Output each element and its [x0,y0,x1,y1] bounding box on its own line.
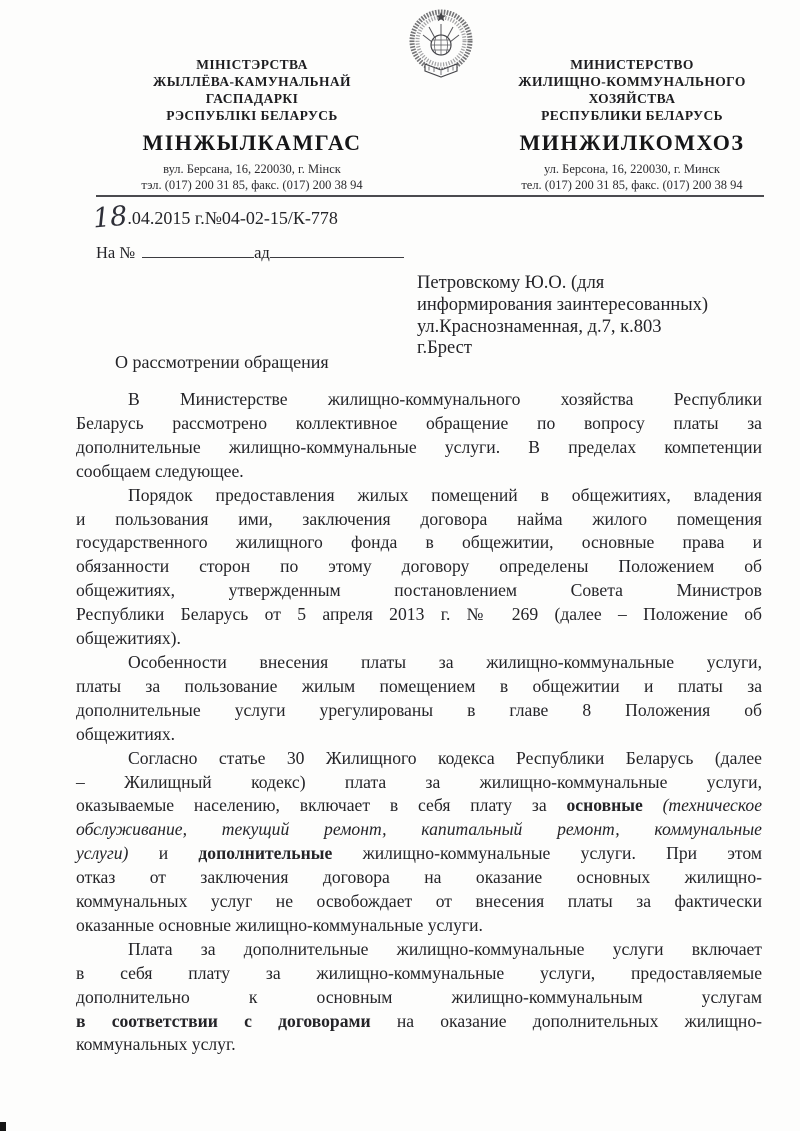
ministry-name-by-line: ГАСПАДАРКІ [205,91,299,106]
body-line: в себя плату за жилищно-коммунальные услуги, предоставляемые [76,962,762,983]
letterhead-belarusian [96,56,408,193]
body-paragraph [76,938,762,1058]
phone-line-ru: тел. (017) 200 31 85, факс. (017) 200 38 94 [521,177,743,192]
letterhead-divider [96,195,764,197]
body-line: Особенности внесения платы за жилищно-коммунальные услуги, [128,651,762,672]
body-line: дополнительные услуги урегулированы в главе 8 Положения об [76,699,762,720]
ministry-name-ru-line: МИНИСТЕРСТВО [570,57,694,72]
body-line: общежитиях). [76,628,181,649]
ministry-name-by-line: ЖЫЛЛЁВА-КАМУНАЛЬНАЙ [153,74,351,89]
ministry-short-name-by: МІНЖЫЛКАМГАС [142,130,362,155]
reply-reference [96,243,404,263]
body-line: дополнительные жилищно-коммунальные услуги. В пределах компетенции [76,436,762,457]
letter-body [76,388,762,1057]
handwritten-day: 18 [91,200,129,235]
body-line: Республики Беларусь от 5 апреля 2013 г. № 269 (далее – Положение об [76,604,762,625]
body-line: обязанности сторон по этому договору определены Положением об [76,556,762,577]
outgoing-reference [91,200,338,235]
body-line: государственного жилищного фонда в общежитии, основные права и [76,532,762,553]
reply-date-blank [270,243,404,258]
body-paragraph [76,388,762,484]
ministry-name-by-line: МІНІСТЭРСТВА [196,57,308,72]
body-line: коммунальных услуг не освобождает от внесения платы за фактически [76,891,762,912]
body-line: – Жилищный кодекс) плата за жилищно-коммунальные услуги, [76,771,762,792]
ministry-name-ru-line: ХОЗЯЙСТВА [588,91,676,106]
recipient-line: ул.Краснознаменная, д.7, к.803 [417,316,662,337]
address-line-by: вул. Берсана, 16, 220030, г. Мінск [163,162,341,176]
belarus-coat-of-arms-icon [407,9,475,79]
letterhead-russian [476,56,788,193]
reply-date-label: ад [254,243,270,262]
body-line: отказ от заключения договора на оказание основных жилищно- [76,867,762,888]
body-line: оказанные основные жилищно-коммунальные услуги. [76,914,483,935]
recipient-line: информирования заинтересованных) [417,294,709,315]
body-line: Плата за дополнительные жилищно-коммунальные услуги включает [128,938,762,959]
ministry-name-ru-line: РЕСПУБЛИКИ БЕЛАРУСЬ [541,108,723,123]
body-line: услуги) и дополнительные жилищно-коммунальные услуги. При этом [76,843,762,864]
body-paragraph [76,747,762,938]
ministry-short-name-ru: МИНЖИЛКОМХОЗ [519,130,745,155]
body-line: обслуживание, текущий ремонт, капитальный ремонт, коммунальные [76,819,762,840]
ministry-name-ru-line: ЖИЛИЩНО-КОММУНАЛЬНОГО [518,74,746,89]
body-line: Согласно статье 30 Жилищного кодекса Республики Беларусь (далее [128,747,762,768]
recipient-line: г.Брест [417,338,472,359]
body-line: и пользования ими, заключения договора найма жилого помещения [76,508,762,529]
body-line: дополнительно к основным жилищно-коммунальным услугам [76,986,762,1007]
scan-edge-artifact [0,1122,6,1131]
outgoing-number: .04.2015 г.№04-02-15/К-778 [127,208,338,228]
phone-line-by: тэл. (017) 200 31 85, факс. (017) 200 38 94 [141,177,363,192]
reply-number-label: На № [96,243,136,262]
body-line: общежитиях, утвержденным постановлением Совета Министров [76,580,762,601]
body-line: в соответствии с договорами на оказание дополнительных жилищно- [76,1010,763,1031]
recipient-line: Петровскому Ю.О. (для [417,273,605,293]
body-line: Беларусь рассмотрено коллективное обращение по вопросу платы за [76,412,762,433]
reply-number-blank [142,243,254,258]
address-line-ru: ул. Берсона, 16, 220030, г. Минск [543,162,721,176]
body-line: общежитиях. [76,723,176,744]
body-line: В Министерстве жилищно-коммунального хозяйства Республики [128,389,762,409]
body-line: оказываемые населению, включает в себя плату за основные (техническое [76,795,762,816]
recipient-block [417,273,708,360]
body-paragraph [76,651,762,747]
body-line: коммунальных услуг. [76,1034,236,1055]
ministry-name-by-line: РЭСПУБЛІКІ БЕЛАРУСЬ [166,108,338,123]
body-paragraph [76,484,762,651]
subject-line: О рассмотрении обращения [115,352,329,372]
body-line: платы за пользование жилым помещением в общежитии и платы за [76,675,762,696]
body-line: Порядок предоставления жилых помещений в общежитиях, владения [128,484,762,505]
body-line: сообщаем следующее. [76,460,244,481]
